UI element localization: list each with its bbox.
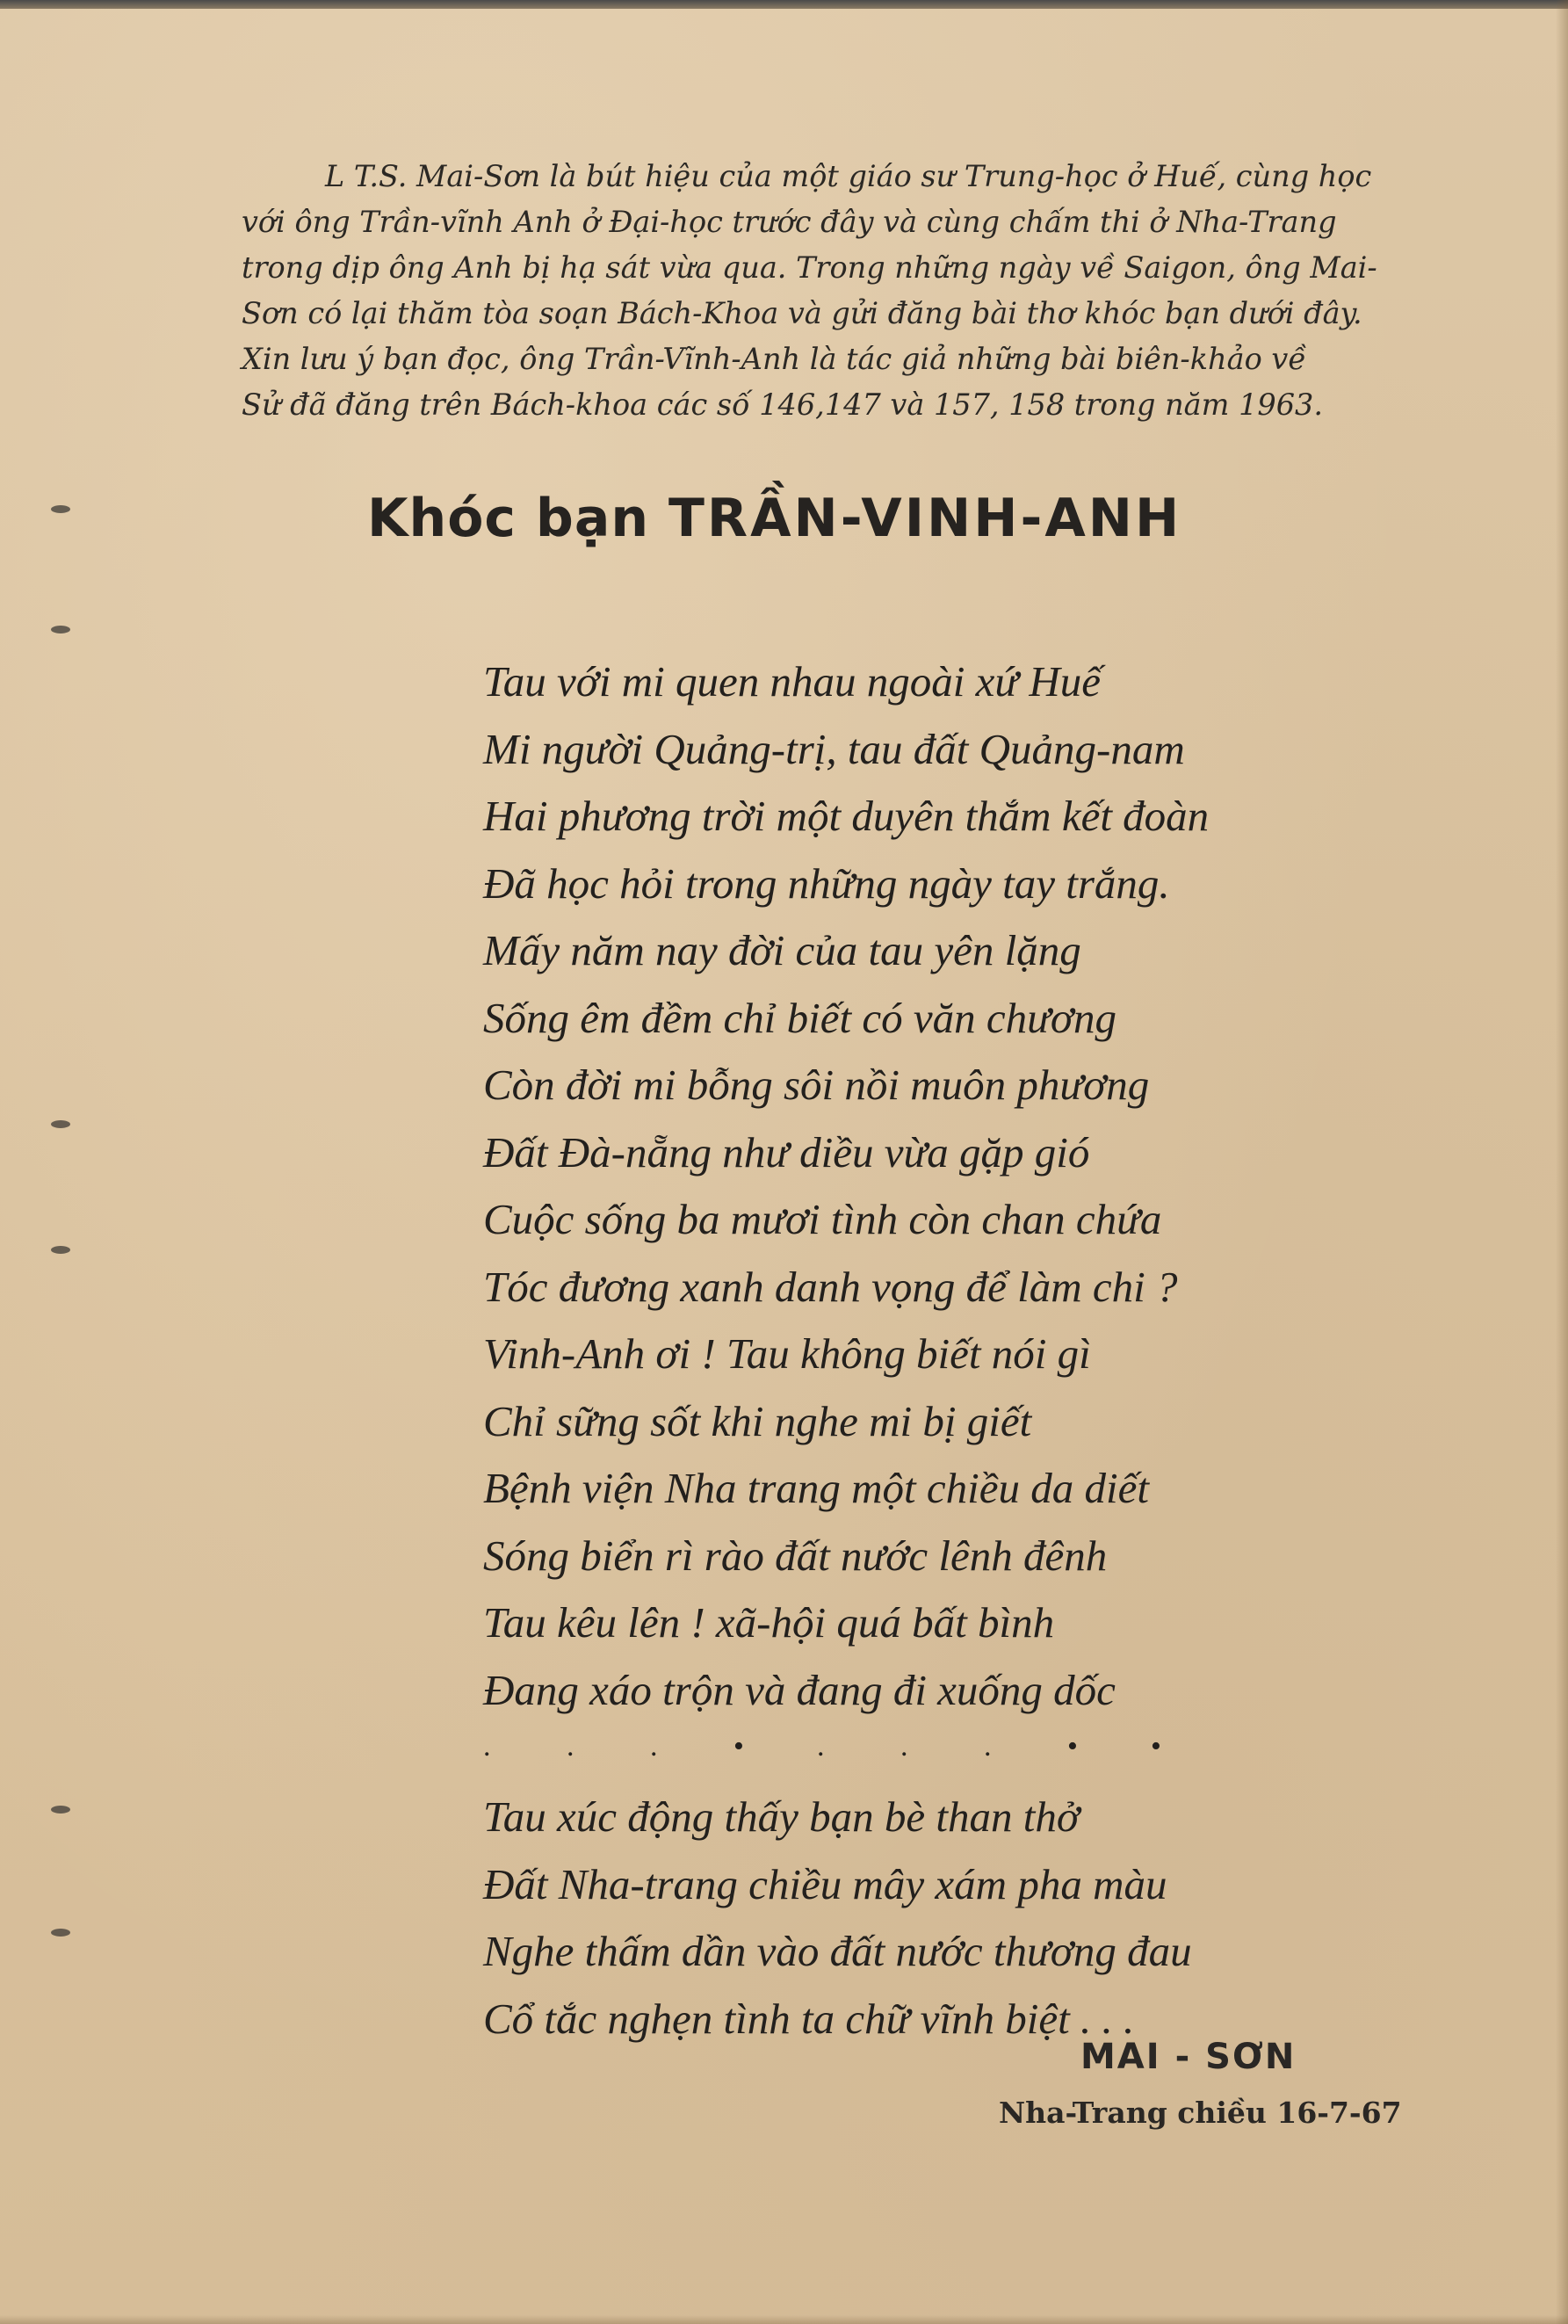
editor-note	[242, 154, 1432, 428]
binding-hole	[51, 1120, 70, 1128]
separator-dot: .	[900, 1730, 908, 1763]
poem-line: Đất Đà-nẵng như diều vừa gặp gió	[483, 1127, 1090, 1176]
poem-line: Mấy năm nay đời của tau yên lặng	[483, 926, 1081, 974]
poem-line: Chỉ sững sốt khi nghe mi bị giết	[483, 1396, 1032, 1445]
separator-dot: .	[817, 1730, 825, 1763]
separator-dot: •	[1067, 1730, 1078, 1763]
page-right-edge	[1556, 0, 1568, 2324]
dateline: Nha-Trang chiều 16-7-67	[999, 2096, 1402, 2130]
poem-line: Hai phương trời một duyên thắm kết đoàn	[483, 792, 1210, 840]
editor-note-line: Sơn có lại thăm tòa soạn Bách-Khoa và gửi đăng bài thơ khóc bạn dưới đây.	[242, 296, 1362, 330]
separator-dot: .	[984, 1730, 992, 1763]
author-signature: MAI - SƠN	[1080, 2037, 1297, 2077]
editor-note-line: với ông Trần-vĩnh Anh ở Đại-học trước đây và cùng chấm thi ở Nha-Trang	[242, 205, 1337, 239]
title-prefix: Khóc bạn	[367, 488, 668, 549]
editor-note-line: Xin lưu ý bạn đọc, ông Trần-Vĩnh-Anh là tác giả những bài biên-khảo về	[242, 342, 1306, 376]
binding-hole	[51, 626, 70, 633]
separator-dot: •	[733, 1730, 744, 1763]
top-edge-rule	[0, 0, 1568, 9]
binding-hole	[51, 505, 70, 513]
binding-hole	[51, 1806, 70, 1814]
poem-line: Sống êm đềm chỉ biết có văn chương	[483, 993, 1116, 1042]
poem-line: Vinh-Anh ơi ! Tau không biết nói gì	[483, 1329, 1091, 1378]
separator-dot: •	[1151, 1730, 1161, 1763]
editor-note-line: L T.S. Mai-Sơn là bút hiệu của một giáo sư Trung-học ở Huế, cùng học	[325, 159, 1372, 193]
binding-hole	[51, 1246, 70, 1254]
poem-line: Mi người Quảng-trị, tau đất Quảng-nam	[483, 724, 1185, 773]
poem-line: Tóc đương xanh danh vọng để làm chi ?	[483, 1262, 1178, 1311]
poem-line: Cổ tắc nghẹn tình ta chữ vĩnh biệt . . .	[483, 1994, 1135, 2043]
stanza-separator	[483, 1724, 1234, 1784]
editor-note-line: Sử đã đăng trên Bách-khoa các số 146,147 và 157, 158 trong năm 1963.	[242, 387, 1323, 422]
poem-line: Sóng biển rì rào đất nước lênh đênh	[483, 1531, 1108, 1580]
poem-line: Cuộc sống ba mươi tình còn chan chứa	[483, 1195, 1162, 1243]
poem-line: Đất Nha-trang chiều mây xám pha màu	[483, 1859, 1167, 1908]
poem-line: Tau xúc động thấy bạn bè than thở	[483, 1792, 1080, 1841]
separator-dot: .	[483, 1730, 491, 1763]
poem-line: Nghe thấm dần vào đất nước thương đau	[483, 1927, 1192, 1975]
poem-line: Đã học hỏi trong những ngày tay trắng.	[483, 858, 1170, 908]
separator-dot: .	[567, 1730, 574, 1763]
page-bottom-edge	[0, 2315, 1568, 2324]
poem-line: Tau với mi quen nhau ngoài xứ Huế	[483, 657, 1101, 706]
title-name: TRẦN-VINH-ANH	[668, 488, 1182, 549]
separator-dot: .	[650, 1730, 658, 1763]
poem-line: Đang xáo trộn và đang đi xuống dốc	[483, 1665, 1116, 1714]
poem-title	[367, 488, 1181, 549]
poem-line: Bệnh viện Nha trang một chiều da diết	[483, 1464, 1149, 1512]
binding-hole	[51, 1929, 70, 1937]
poem-line: Còn đời mi bỗng sôi nồi muôn phương	[483, 1061, 1150, 1109]
poem-line: Tau kêu lên ! xã-hội quá bất bình	[483, 1598, 1055, 1647]
editor-note-line: trong dịp ông Anh bị hạ sát vừa qua. Trong những ngày về Saigon, ông Mai-	[242, 250, 1377, 285]
poem-body	[483, 648, 1234, 2053]
